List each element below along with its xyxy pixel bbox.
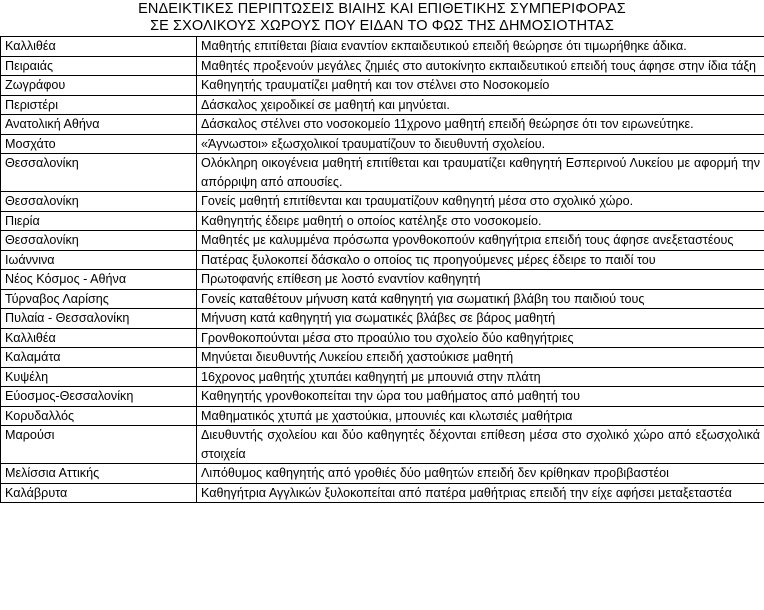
location-cell: Εύοσμος-Θεσσαλονίκη bbox=[1, 387, 197, 407]
table-row bbox=[1, 154, 764, 192]
incident-cell: Καθηγήτρια Αγγλικών ξυλοκοπείται από πατέρα μαθήτριας επειδή την είχε αφήσει μεταξεταστέα bbox=[197, 483, 764, 503]
location-cell: Πιερία bbox=[1, 211, 197, 231]
title-line-2: ΣΕ ΣΧΟΛΙΚΟΥΣ ΧΩΡΟΥΣ ΠΟΥ ΕΙΔΑΝ ΤΟ ΦΩΣ ΤΗΣ ΔΗΜΟΣΙΟΤΗΤΑΣ bbox=[150, 18, 614, 34]
table-row bbox=[1, 76, 764, 96]
incident-cell: Γρονθοκοπούνται μέσα στο προαύλιο του σχολείο δύο καθηγήτριες bbox=[197, 328, 764, 348]
incident-cell: «Άγνωστοι» εξωσχολικοί τραυματίζουν το διευθυντή σχολείου. bbox=[197, 134, 764, 154]
incident-cell: Λιπόθυμος καθηγητής από γροθιές δύο μαθητών επειδή δεν κρίθηκαν προβιβαστέοι bbox=[197, 464, 764, 484]
table-row bbox=[1, 309, 764, 329]
incident-cell: Μήνυση κατά καθηγητή για σωματικές βλάβες σε βάρος μαθητή bbox=[197, 309, 764, 329]
table-row bbox=[1, 37, 764, 57]
table-row bbox=[1, 56, 764, 76]
incident-cell: Δάσκαλος στέλνει στο νοσοκομείο 11χρονο μαθητή επειδή θεώρησε ότι τον ειρωνεύτηκε. bbox=[197, 115, 764, 135]
table-row bbox=[1, 367, 764, 387]
location-cell: Κορυδαλλός bbox=[1, 406, 197, 426]
incident-cell: Γονείς μαθητή επιτίθενται και τραυματίζουν καθηγητή μέσα στο σχολικό χώρο. bbox=[197, 192, 764, 212]
incident-cell: Μαθητές προξενούν μεγάλες ζημιές στο αυτοκίνητο εκπαιδευτικού επειδή τους άφησε στην ίδια τάξη bbox=[197, 56, 764, 76]
location-cell: Πυλαία - Θεσσαλονίκη bbox=[1, 309, 197, 329]
title-line-1: ΕΝΔΕΙΚΤΙΚΕΣ ΠΕΡΙΠΤΩΣΕΙΣ ΒΙΑΙΗΣ ΚΑΙ ΕΠΙΘΕΤΙΚΗΣ ΣΥΜΠΕΡΙΦΟΡΑΣ bbox=[138, 1, 626, 17]
incidents-table-body bbox=[1, 37, 764, 503]
location-cell: Τύρναβος Λαρίσης bbox=[1, 289, 197, 309]
location-cell: Θεσσαλονίκη bbox=[1, 154, 197, 192]
table-row bbox=[1, 483, 764, 503]
table-row bbox=[1, 95, 764, 115]
location-cell: Περιστέρι bbox=[1, 95, 197, 115]
location-cell: Πειραιάς bbox=[1, 56, 197, 76]
incident-cell: Ολόκληρη οικογένεια μαθητή επιτίθεται και τραυματίζει καθηγητή Εσπερινού Λυκείου με αφορμή την απόρριψη από απουσίες. bbox=[197, 154, 764, 192]
table-row bbox=[1, 289, 764, 309]
incident-cell: Μαθητής επιτίθεται βίαια εναντίον εκπαιδευτικού επειδή θεώρησε ότι τιμωρήθηκε άδικα. bbox=[197, 37, 764, 57]
table-row bbox=[1, 192, 764, 212]
incident-cell: Καθηγητής γρονθοκοπείται την ώρα του μαθήματος από μαθητή του bbox=[197, 387, 764, 407]
incident-cell: Μαθητές με καλυμμένα πρόσωπα γρονθοκοπούν καθηγήτρια επειδή τους άφησε ανεξεταστέους bbox=[197, 231, 764, 251]
location-cell: Μαρούσι bbox=[1, 426, 197, 464]
incident-cell: Πατέρας ξυλοκοπεί δάσκαλο ο οποίος τις προηγούμενες μέρες έδειρε το παιδί του bbox=[197, 250, 764, 270]
location-cell: Ιωάννινα bbox=[1, 250, 197, 270]
location-cell: Θεσσαλονίκη bbox=[1, 192, 197, 212]
table-row bbox=[1, 270, 764, 290]
location-cell: Καλλιθέα bbox=[1, 328, 197, 348]
location-cell: Καλλιθέα bbox=[1, 37, 197, 57]
incident-cell: Καθηγητής έδειρε μαθητή ο οποίος κατέληξε στο νοσοκομείο. bbox=[197, 211, 764, 231]
table-row bbox=[1, 250, 764, 270]
location-cell: Μοσχάτο bbox=[1, 134, 197, 154]
table-row bbox=[1, 464, 764, 484]
table-row bbox=[1, 406, 764, 426]
table-row bbox=[1, 211, 764, 231]
table-row bbox=[1, 231, 764, 251]
incident-cell: Μηνύεται διευθυντής Λυκείου επειδή χαστούκισε μαθητή bbox=[197, 348, 764, 368]
table-row bbox=[1, 115, 764, 135]
incident-cell: Διευθυντής σχολείου και δύο καθηγητές δέχονται επίθεση μέσα στο σχολικό χώρο από εξωσχολικά στοιχεία bbox=[197, 426, 764, 464]
location-cell: Ζωγράφου bbox=[1, 76, 197, 96]
incidents-table bbox=[0, 36, 764, 503]
location-cell: Θεσσαλονίκη bbox=[1, 231, 197, 251]
location-cell: Νέος Κόσμος - Αθήνα bbox=[1, 270, 197, 290]
table-row bbox=[1, 387, 764, 407]
table-row bbox=[1, 134, 764, 154]
location-cell: Ανατολική Αθήνα bbox=[1, 115, 197, 135]
incident-cell: 16χρονος μαθητής χτυπάει καθηγητή με μπουνιά στην πλάτη bbox=[197, 367, 764, 387]
table-row bbox=[1, 426, 764, 464]
table-row bbox=[1, 348, 764, 368]
incident-cell: Μαθηματικός χτυπά με χαστούκια, μπουνιές και κλωτσιές μαθήτρια bbox=[197, 406, 764, 426]
document-title bbox=[0, 0, 764, 36]
incident-cell: Πρωτοφανής επίθεση με λοστό εναντίον καθηγητή bbox=[197, 270, 764, 290]
location-cell: Καλαμάτα bbox=[1, 348, 197, 368]
incident-cell: Γονείς καταθέτουν μήνυση κατά καθηγητή για σωματική βλάβη του παιδιού τους bbox=[197, 289, 764, 309]
table-row bbox=[1, 328, 764, 348]
location-cell: Μελίσσια Αττικής bbox=[1, 464, 197, 484]
incident-cell: Καθηγητής τραυματίζει μαθητή και τον στέλνει στο Νοσοκομείο bbox=[197, 76, 764, 96]
location-cell: Καλάβρυτα bbox=[1, 483, 197, 503]
location-cell: Κυψέλη bbox=[1, 367, 197, 387]
incident-cell: Δάσκαλος χειροδικεί σε μαθητή και μηνύεται. bbox=[197, 95, 764, 115]
